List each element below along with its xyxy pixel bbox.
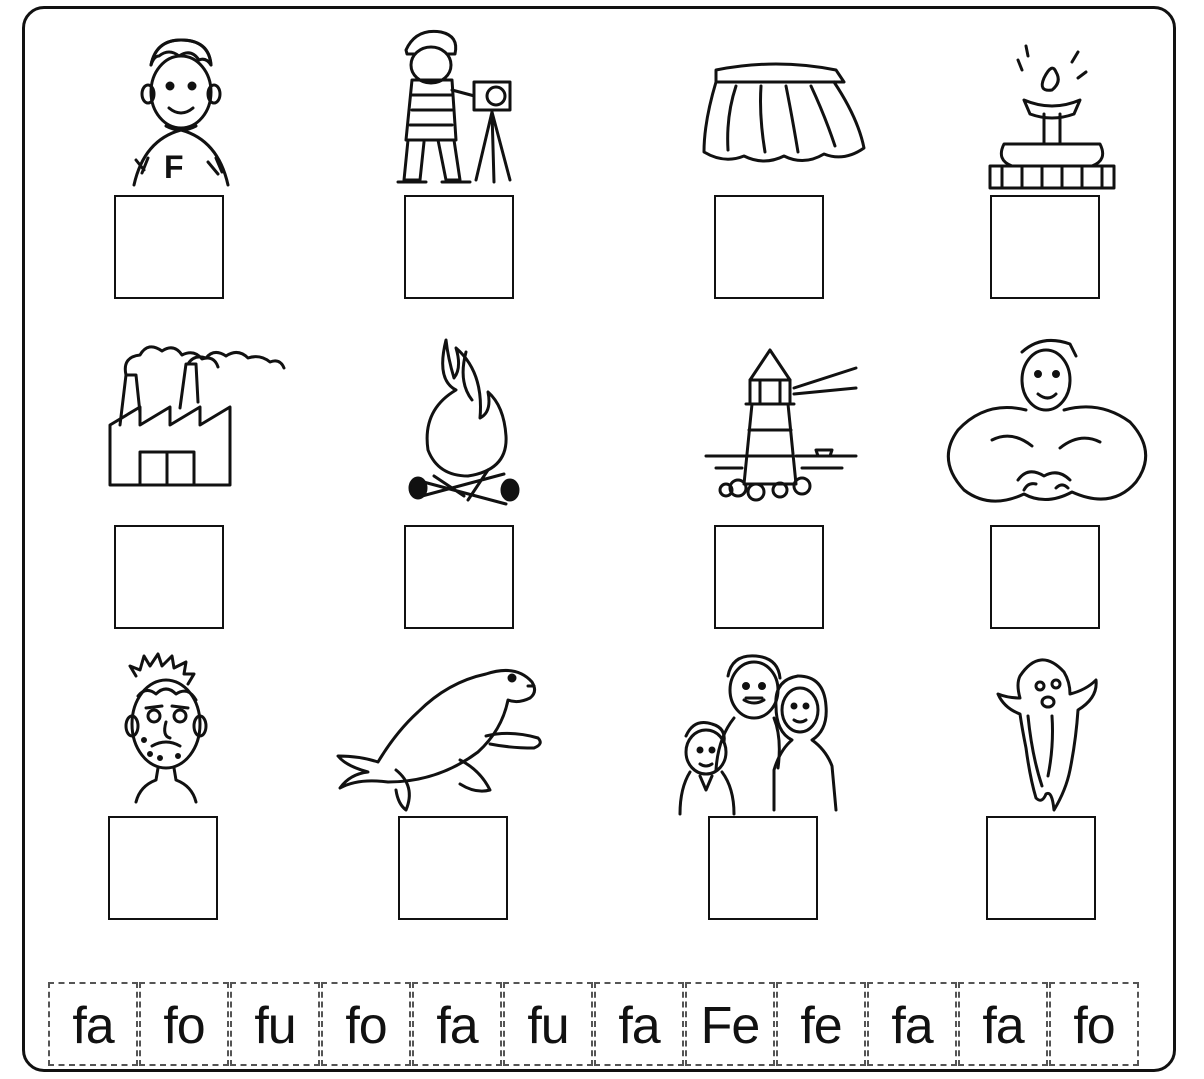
syllable-card[interactable]: fu [230,982,320,1066]
exercise-item-lighthouse [656,330,896,630]
boy-with-f-shirt-icon [56,20,296,205]
answer-box[interactable] [114,195,224,299]
syllable-card[interactable]: fo [139,982,229,1066]
answer-box[interactable] [114,525,224,629]
answer-box[interactable] [404,195,514,299]
ghost-icon [928,646,1168,831]
svg-text:F: F [164,149,184,185]
fountain-icon [932,20,1172,205]
syllable-card[interactable]: fa [48,982,138,1066]
answer-box[interactable] [990,195,1100,299]
ugly-face-icon [56,646,296,831]
seal-icon [336,646,576,831]
family-icon [650,646,890,831]
exercise-item-fountain [932,20,1172,320]
exercise-item-factory [56,330,296,630]
exercise-item-ghost [928,646,1168,946]
syllable-card[interactable]: Fe [685,982,775,1066]
exercise-item-seal [336,646,576,946]
answer-box[interactable] [990,525,1100,629]
answer-box[interactable] [404,525,514,629]
answer-box[interactable] [108,816,218,920]
exercise-item-fire [346,330,586,630]
strong-man-icon [932,330,1172,515]
campfire-icon [346,330,586,515]
syllable-card[interactable]: fe [776,982,866,1066]
syllable-card[interactable]: fa [867,982,957,1066]
exercise-item-strongman [932,330,1172,630]
exercise-item-skirt [656,20,896,320]
answer-box[interactable] [714,195,824,299]
answer-box[interactable] [714,525,824,629]
photographer-icon [346,20,586,205]
factory-icon [56,330,296,515]
answer-box[interactable] [398,816,508,920]
skirt-icon [656,20,896,205]
syllable-card[interactable]: fa [958,982,1048,1066]
exercise-item-boy [56,20,296,320]
syllable-card[interactable]: fa [594,982,684,1066]
syllable-card[interactable]: fu [503,982,593,1066]
answer-box[interactable] [986,816,1096,920]
exercise-item-family [650,646,890,946]
syllable-strip [48,982,1140,1066]
exercise-item-photographer [346,20,586,320]
lighthouse-icon [656,330,896,515]
answer-box[interactable] [708,816,818,920]
syllable-card[interactable]: fo [321,982,411,1066]
syllable-card[interactable]: fa [412,982,502,1066]
exercise-item-ugly-face [56,646,296,946]
syllable-card[interactable]: fo [1049,982,1139,1066]
